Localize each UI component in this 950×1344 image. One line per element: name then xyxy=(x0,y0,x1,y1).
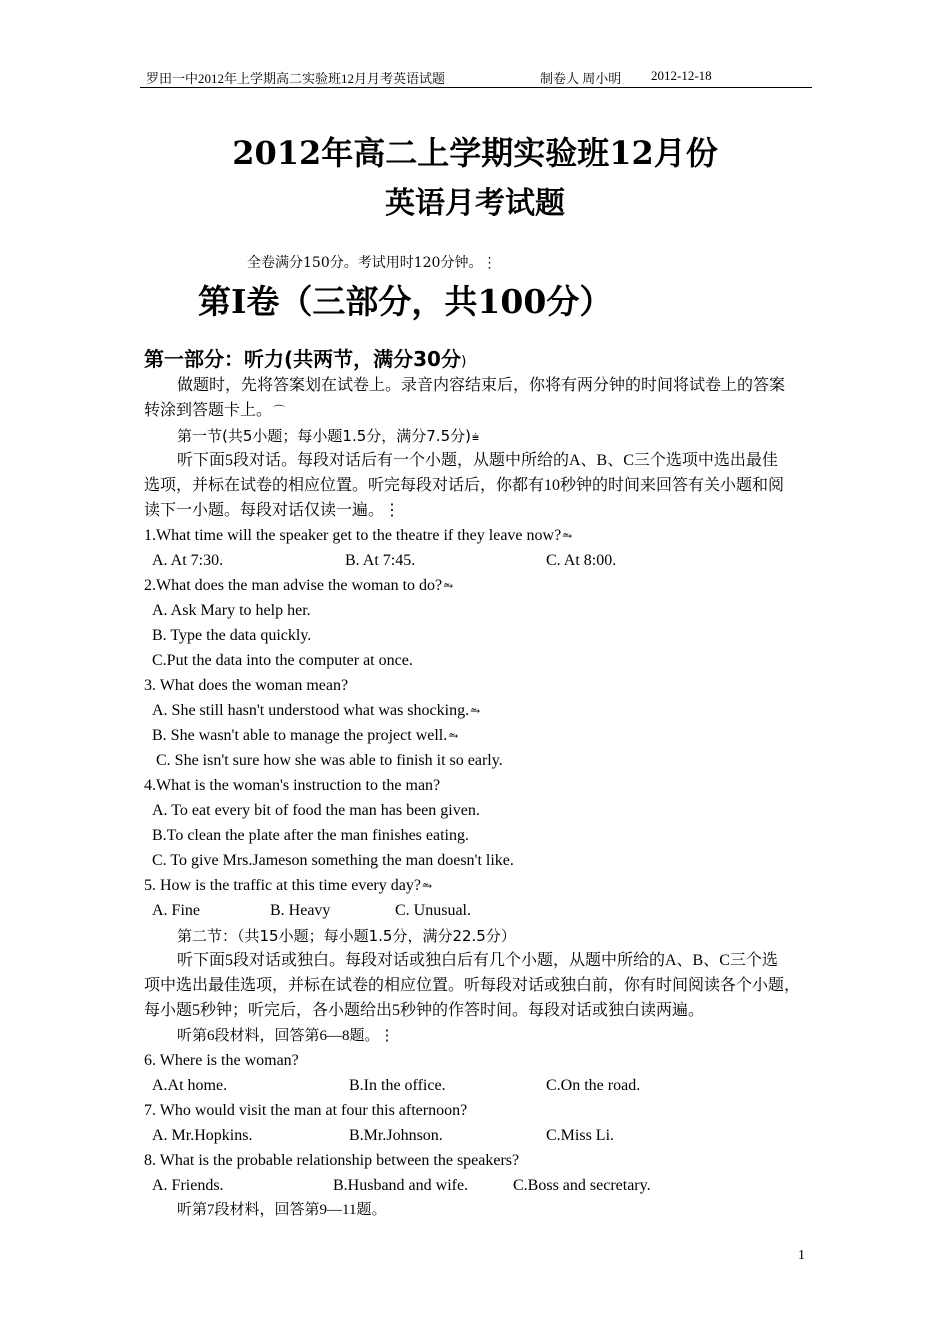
part1-instruction-line1: 做题时，先将答案划在试卷上。录音内容结束后，你将有两分钟的时间将试卷上的答案 xyxy=(177,377,786,394)
question-8-option-c: C.Boss and secretary. xyxy=(513,1177,651,1194)
question-7-option-c: C.Miss Li. xyxy=(546,1127,615,1144)
section1-instruction-line3: 读下一小题。每段对话仅读一遍。⋮ xyxy=(144,502,401,519)
question-5-stem: 5. How is the traffic at this time every day?⥲ xyxy=(144,877,433,894)
question-2-option-c: C.Put the data into the computer at once. xyxy=(152,652,413,669)
question-2-option-b: B. Type the data quickly. xyxy=(152,627,312,644)
audio-mark-icon: ⥲ xyxy=(448,729,459,743)
section1-title: 第一节(共5小题；每小题1.5分，满分7.5分)⩧ xyxy=(177,427,479,445)
question-1-option-b: B. At 7:45. xyxy=(345,552,416,569)
section2-title: 第二节：（共15小题；每小题1.5分，满分22.5分） xyxy=(177,927,516,945)
question-6-option-c: C.On the road. xyxy=(546,1077,641,1094)
volume-title: 第I卷（三部分，共100分） xyxy=(198,282,613,321)
question-1-stem: 1.What time will the speaker get to the theatre if they leave now?⥲ xyxy=(144,527,573,544)
question-7-stem: 7. Who would visit the man at four this afternoon? xyxy=(144,1102,468,1119)
audio-mark-icon: ⥲ xyxy=(470,704,481,718)
question-3-option-c: C. She isn't sure how she was able to finish it so early. xyxy=(152,752,503,769)
header-date: 2012-12-18 xyxy=(651,68,712,83)
part1-instruction-line2: 转涂到答题卡上。⌒ xyxy=(144,402,286,419)
audio-mark-icon: ⥲ xyxy=(421,879,433,893)
material-6-instruction: 听第6段材料，回答第6—8题。⋮ xyxy=(177,1028,395,1044)
paragraph-mark-icon: ⩧ xyxy=(471,430,479,444)
document-title-line1: 2012年高二上学期实验班12月份 xyxy=(232,134,718,172)
audio-mark-icon: ⥲ xyxy=(562,529,573,543)
question-6-option-b: B.In the office. xyxy=(349,1077,446,1094)
section2-instruction-line3: 每小题5秒钟；听完后，各小题给出5秒钟的作答时间。每段对话或独白读两遍。 xyxy=(144,1002,705,1019)
question-2-option-a: A. Ask Mary to help her. xyxy=(152,602,311,619)
header-exam-name: 罗田一中2012年上学期高二实验班12月月考英语试题 xyxy=(146,71,446,86)
exam-info: 全卷满分150分。考试用时120分钟。⋮ xyxy=(247,255,497,271)
question-1-option-c: C. At 8:00. xyxy=(546,552,617,569)
question-6-stem: 6. Where is the woman? xyxy=(144,1052,299,1069)
question-7-option-b: B.Mr.Johnson. xyxy=(349,1127,443,1144)
question-8-option-a: A. Friends. xyxy=(152,1177,224,1194)
question-3-stem: 3. What does the woman mean? xyxy=(144,677,349,694)
question-3-option-a: A. She still hasn't understood what was shocking.⥲ xyxy=(152,702,481,719)
question-4-option-b: B.To clean the plate after the man finishes eating. xyxy=(152,827,469,844)
part1-title: 第一部分：听力(共两节，满分30分) xyxy=(144,347,467,371)
question-6-option-a: A.At home. xyxy=(152,1077,228,1094)
page-header xyxy=(140,66,812,88)
question-3-option-b: B. She wasn't able to manage the project well.⥲ xyxy=(152,727,459,744)
header-author: 制卷人 周小明 xyxy=(540,71,622,86)
section2-instruction-line1: 听下面5段对话或独白。每段对话或独白后有几个小题，从题中所给的A、B、C三个选 xyxy=(177,952,778,969)
page-number: 1 xyxy=(798,1248,805,1263)
question-2-stem: 2.What does the man advise the woman to do?⥲ xyxy=(144,577,454,594)
question-5-option-c: C. Unusual. xyxy=(395,902,471,919)
section2-instruction-line2: 项中选出最佳选项，并标在试卷的相应位置。听每段对话或独白前，你有时间阅读各个小题， xyxy=(144,977,801,994)
material-7-instruction: 听第7段材料，回答第9—11题。 xyxy=(177,1202,387,1218)
question-4-option-c: C. To give Mrs.Jameson something the man doesn't like. xyxy=(152,852,514,869)
question-7-option-a: A. Mr.Hopkins. xyxy=(152,1127,253,1144)
question-4-option-a: A. To eat every bit of food the man has been given. xyxy=(152,802,480,819)
question-4-stem: 4.What is the woman's instruction to the man? xyxy=(144,777,441,794)
question-8-stem: 8. What is the probable relationship between the speakers? xyxy=(144,1152,520,1169)
paragraph-mark-icon: ⌒ xyxy=(273,404,286,418)
audio-mark-icon: ⥲ xyxy=(443,579,454,593)
question-5-option-b: B. Heavy xyxy=(270,902,331,919)
question-1-option-a: A. At 7:30. xyxy=(152,552,224,569)
section1-instruction-line2: 选项，并标在试卷的相应位置。听完每段对话后，你都有10秒钟的时间来回答有关小题和阅 xyxy=(144,477,785,494)
question-8-option-b: B.Husband and wife. xyxy=(333,1177,469,1194)
question-5-option-a: A. Fine xyxy=(152,902,200,919)
section1-instruction-line1: 听下面5段对话。每段对话后有一个小题，从题中所给的A、B、C三个选项中选出最佳 xyxy=(177,452,778,469)
document-title-line2: 英语月考试题 xyxy=(385,186,565,221)
